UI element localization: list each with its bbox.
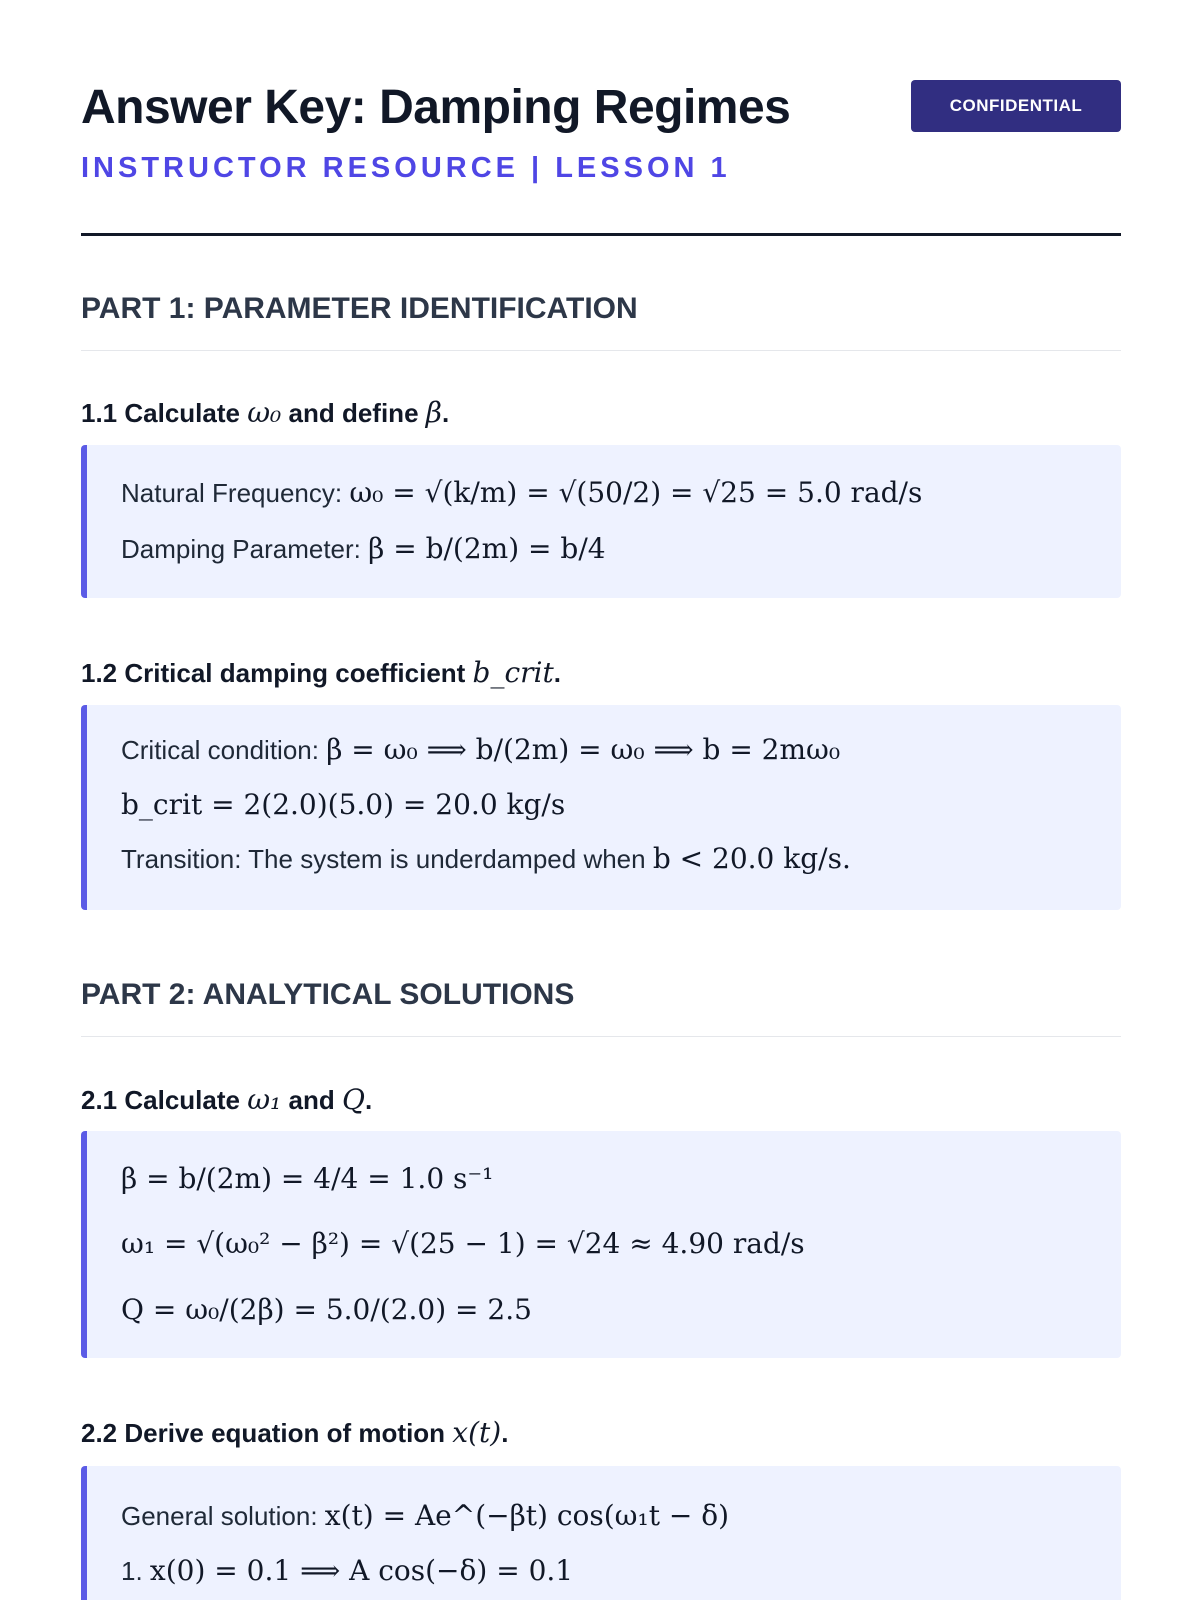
part1-heading: PART 1: PARAMETER IDENTIFICATION <box>81 292 638 325</box>
answer-label: Damping Parameter: <box>121 534 361 564</box>
answer-box-2-1 <box>81 1131 1121 1358</box>
math-bcrit: b_crit <box>472 656 554 689</box>
answer-label: 1. <box>121 1556 143 1586</box>
answer-line <box>121 1161 493 1197</box>
math-omega1: ω₁ <box>247 1083 282 1116</box>
header <box>81 78 1121 138</box>
answer-math: ω₁ = √(ω₀² − β²) = √(25 − 1) = √24 ≈ 4.90 rad/s <box>121 1227 805 1260</box>
answer-math: Q = ω₀/(2β) = 5.0/(2.0) = 2.5 <box>121 1293 532 1326</box>
answer-box-1-2 <box>81 705 1121 910</box>
math-q: Q <box>341 1083 365 1116</box>
answer-label: Transition: The system is underdamped when <box>121 844 646 874</box>
answer-line <box>121 1292 532 1328</box>
question-text: . <box>553 658 561 688</box>
answer-label: General solution: <box>121 1501 318 1531</box>
question-text: and define <box>288 398 419 428</box>
header-divider <box>81 233 1121 236</box>
question-text: 2.2 Derive equation of motion <box>81 1418 446 1448</box>
answer-math: b_crit = 2(2.0)(5.0) = 20.0 kg/s <box>121 788 566 821</box>
math-omega0: ω₀ <box>247 396 282 429</box>
answer-line <box>121 1226 805 1262</box>
answer-label: Critical condition: <box>121 735 319 765</box>
answer-math: x(t) = Ae^(−βt) cos(ω₁t − δ) <box>324 1499 730 1532</box>
question-text: and <box>288 1085 335 1115</box>
question-2-2-heading <box>81 1416 508 1449</box>
question-text: 2.1 Calculate <box>81 1085 240 1115</box>
answer-math: b < 20.0 kg/s. <box>652 842 851 875</box>
answer-box-2-2 <box>81 1466 1121 1600</box>
question-1-1-heading <box>81 396 449 429</box>
math-beta: β <box>425 396 442 429</box>
confidential-badge: CONFIDENTIAL <box>911 80 1121 132</box>
question-text: . <box>364 1085 373 1115</box>
part1-divider <box>81 350 1121 351</box>
answer-line <box>121 1498 729 1534</box>
question-text: 1.2 Critical damping coefficient <box>81 658 466 688</box>
question-text: . <box>501 1418 509 1448</box>
question-2-1-heading <box>81 1083 372 1116</box>
answer-line <box>121 787 565 823</box>
answer-math: x(0) = 0.1 ⟹ A cos(−δ) = 0.1 <box>149 1554 574 1587</box>
answer-line <box>121 475 922 511</box>
part2-heading: PART 2: ANALYTICAL SOLUTIONS <box>81 978 575 1011</box>
answer-math: ω₀ = √(k/m) = √(50/2) = √25 = 5.0 rad/s <box>349 476 923 509</box>
answer-math: β = ω₀ ⟹ b/(2m) = ω₀ ⟹ b = 2mω₀ <box>326 733 841 766</box>
answer-math: β = b/(2m) = b/4 <box>368 532 606 565</box>
question-text: . <box>441 398 450 428</box>
question-1-2-heading <box>81 656 561 689</box>
answer-math: β = b/(2m) = 4/4 = 1.0 s⁻¹ <box>121 1162 494 1195</box>
answer-label: Natural Frequency: <box>121 478 343 508</box>
answer-line <box>121 1553 573 1589</box>
math-xt: x(t) <box>452 1416 502 1449</box>
page-title: Answer Key: Damping Regimes <box>81 81 791 134</box>
answer-line <box>121 732 840 768</box>
answer-box-1-1 <box>81 445 1121 598</box>
page-subtitle: INSTRUCTOR RESOURCE | LESSON 1 <box>81 152 731 184</box>
question-text: 1.1 Calculate <box>81 398 240 428</box>
answer-line <box>121 841 851 877</box>
answer-line <box>121 531 606 567</box>
part2-divider <box>81 1036 1121 1037</box>
